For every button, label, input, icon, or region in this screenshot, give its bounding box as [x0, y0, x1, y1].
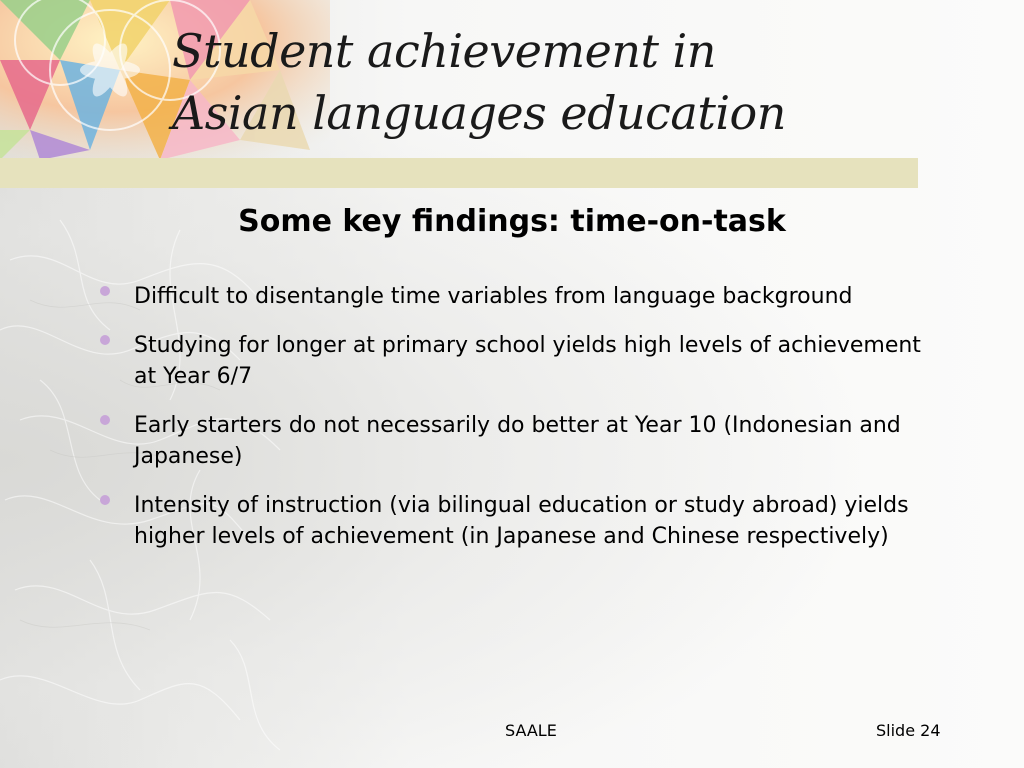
slide-title [172, 20, 786, 144]
slide-title-line-2: Asian languages education [172, 86, 786, 140]
slide-subtitle: Some key findings: time-on-task [238, 204, 786, 239]
bullet-item [97, 410, 937, 472]
bullet-item [97, 330, 937, 392]
bullet-text: Intensity of instruction (via bilingual education or study abroad) yields higher levels of achievement (in Japanese and Chinese respectively) [134, 493, 909, 549]
bullet-icon [100, 335, 110, 345]
bullet-icon [100, 415, 110, 425]
bullet-text: Studying for longer at primary school yields high levels of achievement at Year 6/7 [134, 333, 921, 389]
bullet-text: Difficult to disentangle time variables from language background [134, 284, 853, 309]
slide-number: Slide 24 [876, 721, 941, 740]
bullet-item [97, 490, 937, 552]
title-band [0, 158, 918, 188]
bullet-icon [100, 495, 110, 505]
bullet-text: Early starters do not necessarily do better at Year 10 (Indonesian and Japanese) [134, 413, 901, 469]
bullet-list [97, 281, 937, 570]
footer-label: SAALE [505, 721, 557, 740]
bullet-item [97, 281, 937, 312]
slide-title-line-1: Student achievement in [172, 24, 716, 78]
bullet-icon [100, 286, 110, 296]
